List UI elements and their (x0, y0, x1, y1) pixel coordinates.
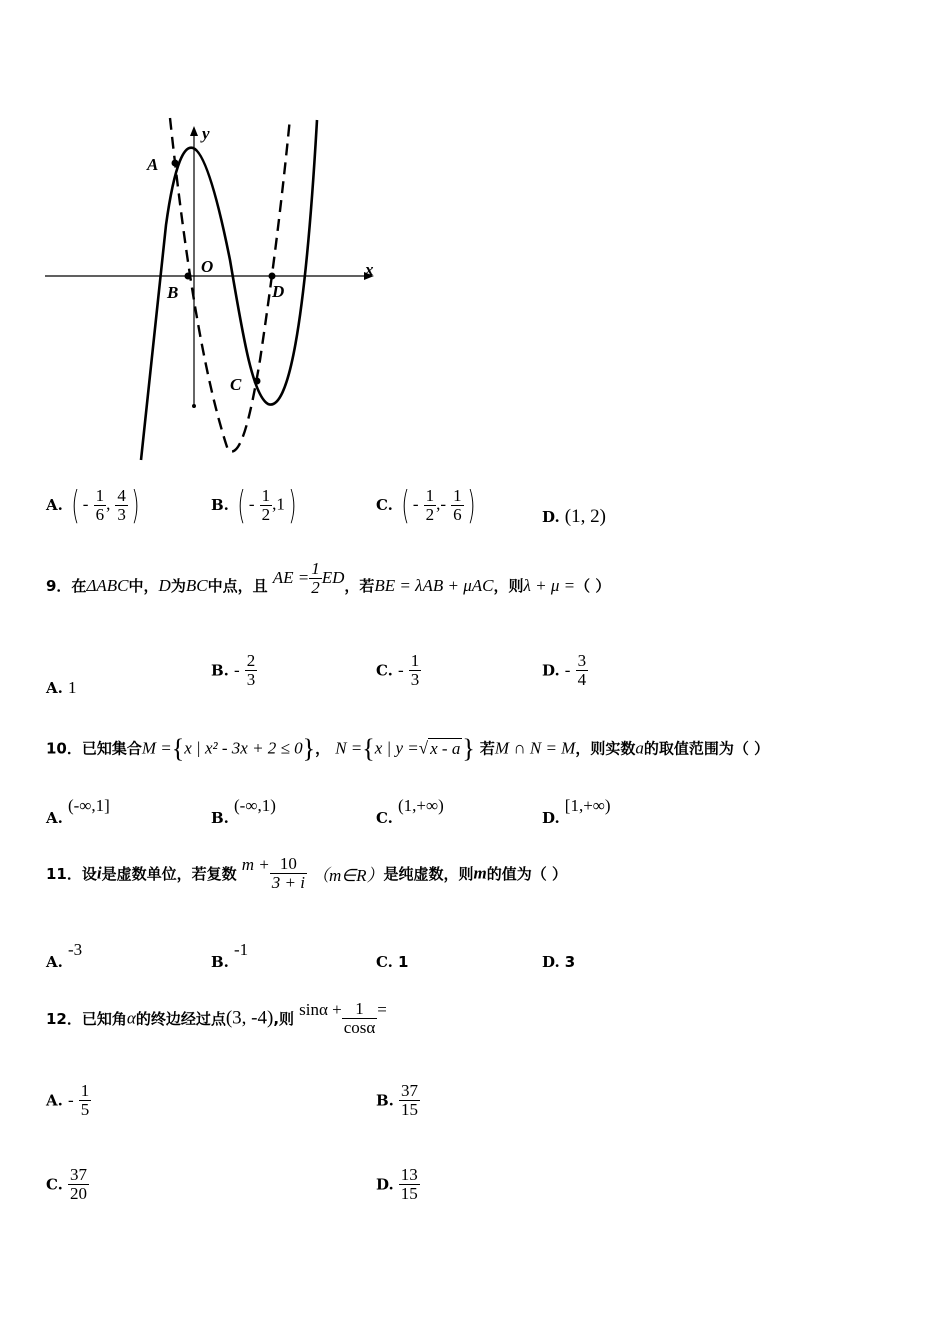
option-label: D. (376, 1175, 394, 1194)
q12-option-d[interactable] (376, 1166, 420, 1203)
q8-option-b[interactable]: B. ( - $\frac{1}{2}$ ,1) (211, 483, 297, 527)
q11-option-a[interactable]: A. -3 (46, 940, 83, 971)
function-graph (0, 0, 420, 470)
q9-option-c[interactable]: C. - $\frac{1}{3}$ (376, 651, 420, 689)
option-label: C. (376, 661, 393, 680)
option-label: C. (376, 496, 393, 514)
q11-option-d[interactable]: D. 3 (542, 953, 576, 971)
q11-option-c[interactable]: C. 1 (376, 953, 409, 971)
fraction: $\frac{4}{3}$ (117, 485, 126, 524)
option-label: D. (542, 809, 560, 827)
point-b (185, 273, 192, 280)
option-label: B. (376, 1091, 394, 1110)
q12-option-c[interactable] (46, 1166, 89, 1203)
option-label: A. (46, 496, 63, 514)
fraction: $\frac{1}{3}$ (410, 651, 420, 689)
point-bottom (192, 404, 196, 408)
label-a: A (147, 155, 159, 174)
fraction: $\frac{2}{3}$ (246, 651, 256, 689)
option-label: B. (211, 953, 229, 971)
q12-option-a[interactable]: A. - $\frac{1}{5}$ (46, 1081, 90, 1119)
option-label: A. (46, 809, 63, 827)
q8-option-c[interactable]: C. ( - $\frac{1}{2}$ ,- $\frac{1}{6}$ ) (376, 483, 476, 527)
q10-option-d[interactable]: D. [1,+∞) (542, 796, 611, 827)
option-label: D. (542, 508, 560, 526)
q8-option-a[interactable]: A. ( - $\frac{1}{6}$ , $\frac{4}{3}$ ) (46, 483, 140, 527)
q11-option-b[interactable]: B. -1 (211, 940, 249, 971)
fraction: $\frac{37}{15}$ (401, 1081, 418, 1119)
q9-option-a[interactable]: A. 1 (46, 678, 77, 697)
option-value: (1, 2) (564, 506, 606, 527)
question-12: 12．已知角α的终边经过点(3, -4),则 sinα + $\frac{1}{\cos\alpha}$ = (46, 999, 387, 1037)
fraction: $\frac{13}{15}$ (400, 1165, 418, 1203)
fraction: $\frac{1}{2}$ (425, 485, 435, 524)
q10-option-c[interactable]: C. (1,+∞) (376, 796, 444, 827)
option-label: A. (46, 679, 63, 697)
q10-option-a[interactable]: A. (-∞,1] (46, 796, 110, 827)
option-label: D. (542, 661, 560, 680)
q10-option-b[interactable]: B. (-∞,1) (211, 796, 276, 827)
option-label: B. (211, 661, 229, 680)
label-o: O (201, 257, 214, 276)
option-label: C. (376, 953, 393, 971)
point-a (172, 160, 179, 167)
fraction: $\frac{10}{3 + i}$ (271, 854, 305, 892)
question-11: 11．设i是虚数单位，若复数 m + $\frac{10}{3 + i}$ （m∈R）是纯虚数，则m的值为（ ） (46, 854, 567, 892)
option-label: D. (542, 953, 560, 971)
option-label: B. (211, 809, 229, 827)
fraction: $\frac{1}{6}$ (453, 485, 462, 524)
q8-option-d[interactable] (542, 506, 606, 528)
q12-option-b[interactable] (376, 1082, 420, 1119)
option-label: A. (46, 1091, 63, 1110)
option-label: C. (376, 809, 393, 827)
fraction: $\frac{1}{5}$ (80, 1081, 90, 1119)
point-d (269, 273, 276, 280)
label-y: y (202, 124, 210, 143)
point-c (254, 378, 261, 385)
fraction: $\frac{1}{6}$ (95, 485, 105, 524)
fraction: $\frac{37}{20}$ (70, 1165, 87, 1203)
fraction: $\frac{1}{2}$ (261, 485, 271, 524)
option-label: A. (46, 953, 63, 971)
fraction: $\frac{1}{\cos\alpha}$ (343, 999, 376, 1037)
q9-option-b[interactable]: B. - $\frac{2}{3}$ (211, 651, 256, 689)
fraction: $\frac{1}{2}$ (311, 559, 320, 597)
q9-option-d[interactable]: D. - $\frac{3}{4}$ (542, 651, 587, 689)
label-x: x (365, 260, 374, 279)
label-c: C (230, 375, 242, 394)
question-9: 9．在ΔABC中，D为BC中点，且 AE = $\frac{1}{2}$ ED，若BE = λAB + μAC，则λ + μ =（ ） (46, 559, 611, 597)
label-d: D (272, 282, 285, 301)
option-label: C. (46, 1175, 63, 1194)
label-b: B (167, 283, 179, 302)
fraction: $\frac{3}{4}$ (577, 651, 587, 689)
question-10: 10．已知集合M ={x | x² - 3x + 2 ≤ 0}， N ={x | y =√ x - a} 若M ∩ N = M，则实数a的取值范围为（ ） (46, 734, 770, 763)
y-axis-arrow (190, 126, 198, 136)
option-label: B. (211, 496, 229, 514)
